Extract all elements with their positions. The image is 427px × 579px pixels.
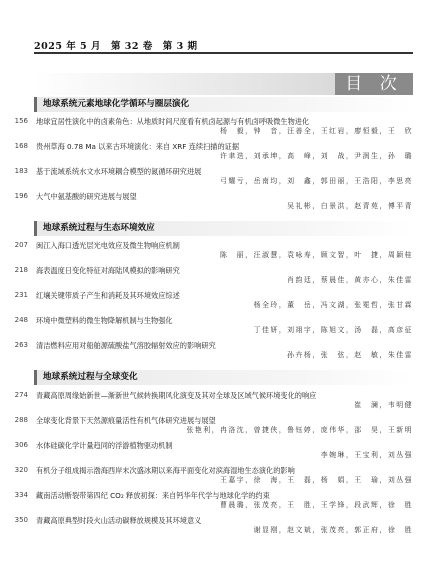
- article-title[interactable]: 清洁燃料应用对船舶源硫酸盐气溶胶辐射效应的影响研究: [36, 341, 216, 350]
- page-number: 196: [14, 192, 28, 200]
- page-number: 350: [14, 516, 28, 524]
- article-authors: 李婉琳，王宝利，刘丛强: [320, 450, 413, 459]
- toc-entry[interactable]: [14, 491, 413, 510]
- toc-entry[interactable]: [14, 167, 413, 186]
- page-number: 263: [14, 341, 28, 349]
- page-number: 207: [14, 241, 28, 249]
- article-authors: 杨 毅，钟 音，汪善全，王红岩，廖恒毅，王 欣: [220, 126, 413, 135]
- page-number: 183: [14, 167, 28, 175]
- page-number: 218: [14, 266, 28, 274]
- article-authors: 陈 丽，汪淑慧，袁咏寿，顾文智，叶 捷，周颖桂: [220, 250, 413, 259]
- article-authors: 许聿迭，刘承坤，高 峰，刘 战，尹润生，孙 璐: [220, 151, 413, 160]
- article-title[interactable]: 红壤关键带质子产生和消耗及其环境效应综述: [36, 291, 180, 300]
- toc-entry[interactable]: [14, 192, 413, 211]
- issue-info: 2025 年 5 月 第 32 卷 第 3 期: [34, 41, 198, 52]
- article-title[interactable]: 海表温度日变化特征对海陆风模拟的影响研究: [36, 266, 180, 275]
- toc-entry[interactable]: [14, 316, 413, 335]
- article-authors: 丁佳妍，刘翊宇，陈旭文，汤 磊，高彦征: [253, 325, 413, 334]
- article-authors: 曹晨璐，张茂亮，王 胜，王学锋，段武辉，徐 胜: [220, 500, 413, 509]
- page-number: 334: [14, 491, 28, 499]
- section-heading: 地球系统过程与生态环境效应: [34, 221, 413, 236]
- page-number: 168: [14, 142, 28, 150]
- toc-entry[interactable]: [14, 416, 413, 435]
- article-authors: 弓耀亏，岳南均，刘 鑫，郭田丽，王浩阳，李思亮: [220, 176, 413, 185]
- article-authors: 谢显刚，赵文斌，张茂亮，郭正府，徐 胜: [253, 525, 413, 534]
- article-title[interactable]: 藏南活动断裂带第四纪 CO₂ 释放初探：来自钙华年代学与地球化学的约束: [36, 491, 270, 500]
- page-number: 156: [14, 117, 28, 125]
- toc-entry[interactable]: [14, 441, 413, 460]
- toc-entry[interactable]: [14, 391, 413, 410]
- page-number: 274: [14, 391, 28, 399]
- article-title[interactable]: 贵州草海 0.78 Ma 以来古环境演化：来自 XRF 连续扫描的证据: [36, 142, 240, 151]
- article-title[interactable]: 闽江入海口透光层光电效应及微生物响应机制: [36, 241, 180, 250]
- toc-entry[interactable]: [14, 142, 413, 161]
- page-number: 231: [14, 291, 28, 299]
- article-authors: 吴礼彬，白景洪，赵青苑，傅平青: [287, 201, 413, 210]
- article-authors: 王嘉宇，徐 海，王 磊，杨 娟，王 瑜，刘丛强: [220, 475, 413, 484]
- article-title[interactable]: 有机分子组成揭示渤海西岸末次盛冰期以来海平面变化对滨海湿地生态演化的影响: [36, 466, 295, 475]
- page-number: 248: [14, 316, 28, 324]
- article-title[interactable]: 水体硅碳化学计量趋同的浮游植物驱动机制: [36, 441, 173, 450]
- page-number: 320: [14, 466, 28, 474]
- article-authors: 孙卉杨，张 弦，赵 敏，朱佳雷: [287, 350, 413, 359]
- article-authors: 崔 澜，韦明健: [354, 400, 413, 409]
- article-title[interactable]: 青藏高原周缘始新世—渐新世气候转换期风化演变及其对全球及区域气候环境变化的响应: [36, 391, 317, 400]
- page-number: 288: [14, 416, 28, 424]
- article-title[interactable]: 青藏高原典型时段火山活动碳释放规模及其环境意义: [36, 516, 202, 525]
- toc-entry[interactable]: [14, 117, 413, 136]
- header-rule: [34, 52, 413, 54]
- section-3: [14, 370, 413, 535]
- section-heading: 地球系统过程与全球变化: [34, 370, 413, 385]
- article-title[interactable]: 环境中微塑料的微生物降解机制与生物强化: [36, 316, 173, 325]
- page-number: 306: [14, 441, 28, 449]
- article-authors: 肖韵廷，蔡晨佳，黄亦心，朱佳雷: [287, 275, 413, 284]
- toc-entry[interactable]: [14, 466, 413, 485]
- toc-entry[interactable]: [14, 341, 413, 360]
- section-1: [14, 97, 413, 211]
- section-heading: 地球系统元素地球化学循环与圈层演化: [34, 97, 413, 112]
- toc-header-band: [34, 73, 413, 95]
- toc-title: 目 次: [335, 73, 413, 95]
- toc-entry[interactable]: [14, 241, 413, 260]
- section-2: [14, 221, 413, 360]
- toc-entry[interactable]: [14, 291, 413, 310]
- article-title[interactable]: 基于流域系统水文水环境耦合模型的氮循环研究进展: [36, 167, 202, 176]
- article-authors: 杨全玲，董 岳，冯文湖，张冕哲，张甘霖: [253, 300, 413, 309]
- article-title[interactable]: 全球变化背景下天然源痕量活性有机气体研究进展与展望: [36, 416, 216, 425]
- article-title[interactable]: 大气中氨基酸的研究进展与展望: [36, 192, 137, 201]
- toc-entry[interactable]: [14, 516, 413, 535]
- toc-entry[interactable]: [14, 266, 413, 285]
- article-authors: 张艳利，冉洛沈，曾捷侠，鲁钰婷，庞伟华，邵 昊，王新明: [186, 425, 413, 434]
- article-title[interactable]: 地球宜居性演化中的卤素角色：从地质时间尺度看有机卤起源与有机卤呼吸微生物进化: [36, 117, 310, 126]
